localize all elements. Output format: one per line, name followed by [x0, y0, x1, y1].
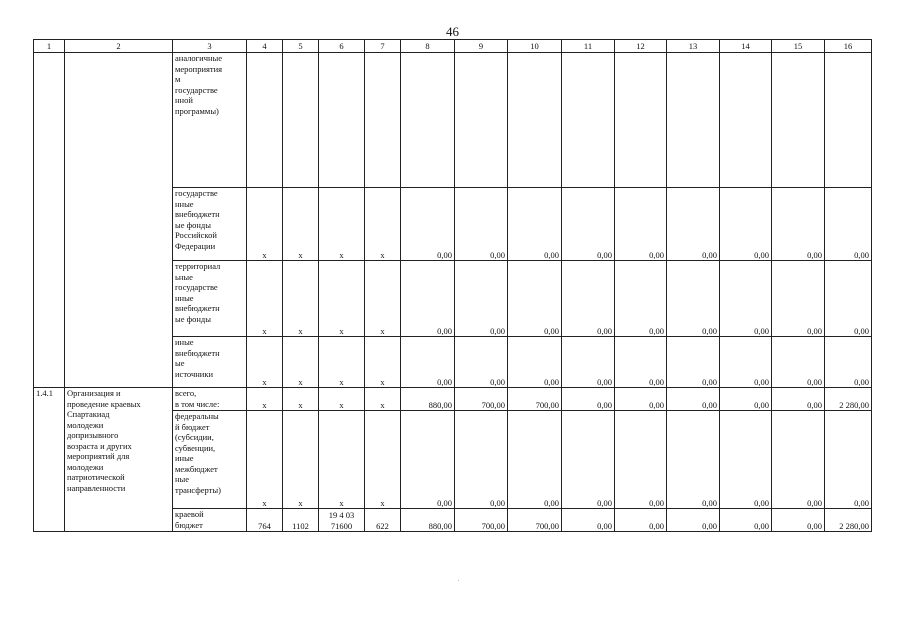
value-cell: 0,00: [455, 261, 508, 337]
value-cell: 0,00: [401, 411, 455, 509]
col-header: 4: [247, 40, 283, 53]
value-cell: 0,00: [720, 509, 772, 532]
value-cell: 700,00: [508, 388, 562, 411]
col-header: 6: [319, 40, 365, 53]
value-cell: 0,00: [562, 337, 615, 388]
value-cell: 2 280,00: [825, 509, 872, 532]
budget-table: [33, 39, 872, 532]
code-cell: x: [247, 388, 283, 411]
source-label: государстве нные внебюджетн ые фонды Российской Федерации: [173, 188, 247, 261]
page-number: 46: [446, 24, 459, 39]
code-cell: x: [247, 337, 283, 388]
code-cell: [365, 53, 401, 188]
col-header: 14: [720, 40, 772, 53]
source-label: краевой бюджет: [173, 509, 247, 532]
value-cell: 0,00: [667, 188, 720, 261]
code-cell: x: [283, 261, 319, 337]
value-cell: 0,00: [772, 188, 825, 261]
value-cell: 0,00: [825, 337, 872, 388]
source-label: аналогичные мероприятия м государстве нной программы): [173, 53, 247, 188]
value-cell: [615, 53, 667, 188]
source-label: иные внебюджетн ые источники: [173, 337, 247, 388]
value-cell: 0,00: [615, 388, 667, 411]
value-cell: [401, 53, 455, 188]
col-header: 15: [772, 40, 825, 53]
code-cell: x: [283, 337, 319, 388]
value-cell: 0,00: [615, 509, 667, 532]
value-cell: 2 280,00: [825, 388, 872, 411]
code-cell: 1102: [283, 509, 319, 532]
value-cell: 0,00: [508, 261, 562, 337]
value-cell: 0,00: [720, 411, 772, 509]
code-cell: x: [319, 388, 365, 411]
code-cell: [283, 53, 319, 188]
value-cell: 0,00: [720, 388, 772, 411]
code-cell: [247, 53, 283, 188]
code-cell: x: [283, 411, 319, 509]
code-cell: x: [319, 411, 365, 509]
code-cell: x: [283, 188, 319, 261]
value-cell: 700,00: [455, 509, 508, 532]
code-cell: 764: [247, 509, 283, 532]
col-header: 11: [562, 40, 615, 53]
value-cell: 0,00: [615, 188, 667, 261]
value-cell: 0,00: [667, 509, 720, 532]
col-header: 13: [667, 40, 720, 53]
event-code: 1.4.1: [34, 388, 65, 532]
value-cell: 0,00: [667, 261, 720, 337]
value-cell: 0,00: [562, 388, 615, 411]
value-cell: 0,00: [562, 411, 615, 509]
value-cell: 0,00: [562, 261, 615, 337]
value-cell: 0,00: [615, 411, 667, 509]
code-cell: x: [365, 388, 401, 411]
code-cell: x: [365, 411, 401, 509]
col-header: 10: [508, 40, 562, 53]
value-cell: 0,00: [772, 337, 825, 388]
value-cell: 0,00: [508, 337, 562, 388]
code-cell: x: [365, 337, 401, 388]
value-cell: 0,00: [455, 411, 508, 509]
code-cell: x: [283, 388, 319, 411]
value-cell: [667, 53, 720, 188]
col-header: 1: [34, 40, 65, 53]
col-header: 3: [173, 40, 247, 53]
col-header: 2: [65, 40, 173, 53]
value-cell: 0,00: [401, 188, 455, 261]
empty-cell: [65, 53, 173, 388]
value-cell: 0,00: [772, 411, 825, 509]
code-cell: x: [365, 261, 401, 337]
header-row: [34, 40, 872, 53]
value-cell: [508, 53, 562, 188]
value-cell: 0,00: [720, 188, 772, 261]
value-cell: 0,00: [720, 261, 772, 337]
value-cell: 0,00: [615, 261, 667, 337]
value-cell: 0,00: [825, 261, 872, 337]
value-cell: 0,00: [508, 188, 562, 261]
value-cell: [720, 53, 772, 188]
code-cell: x: [319, 337, 365, 388]
event-name: Организация и проведение краевых Спартакиад молодежи допризывного возраста и других мероприятий для молодежи патриотической направленности: [65, 388, 173, 532]
source-label: федеральны й бюджет (субсидии, субвенции, иные межбюджет ные трансферты): [173, 411, 247, 509]
value-cell: [772, 53, 825, 188]
code-cell: x: [319, 261, 365, 337]
value-cell: 0,00: [720, 337, 772, 388]
source-label: всего, в том числе:: [173, 388, 247, 411]
value-cell: 880,00: [401, 509, 455, 532]
value-cell: 0,00: [772, 261, 825, 337]
col-header: 7: [365, 40, 401, 53]
value-cell: 0,00: [615, 337, 667, 388]
value-cell: 0,00: [825, 188, 872, 261]
table-row: [34, 53, 872, 188]
value-cell: 0,00: [508, 411, 562, 509]
col-header: 12: [615, 40, 667, 53]
value-cell: 880,00: [401, 388, 455, 411]
value-cell: [825, 53, 872, 188]
col-header: 16: [825, 40, 872, 53]
value-cell: 0,00: [401, 337, 455, 388]
value-cell: 0,00: [455, 337, 508, 388]
source-label: территориал ьные государстве нные внебюджетн ые фонды: [173, 261, 247, 337]
col-header: 9: [455, 40, 508, 53]
value-cell: 0,00: [562, 188, 615, 261]
code-cell: x: [365, 188, 401, 261]
empty-cell: [34, 53, 65, 388]
value-cell: 0,00: [667, 411, 720, 509]
scan-speck: [458, 580, 459, 581]
value-cell: 0,00: [772, 388, 825, 411]
value-cell: 0,00: [562, 509, 615, 532]
value-cell: 700,00: [508, 509, 562, 532]
value-cell: 0,00: [825, 411, 872, 509]
value-cell: 0,00: [667, 388, 720, 411]
code-cell: x: [247, 261, 283, 337]
code-cell: 19 4 03 71600: [319, 509, 365, 532]
value-cell: 0,00: [401, 261, 455, 337]
table-row: [34, 388, 872, 411]
col-header: 5: [283, 40, 319, 53]
code-cell: x: [247, 411, 283, 509]
code-cell: x: [247, 188, 283, 261]
value-cell: [562, 53, 615, 188]
value-cell: 0,00: [455, 188, 508, 261]
value-cell: 0,00: [772, 509, 825, 532]
code-cell: 622: [365, 509, 401, 532]
code-cell: x: [319, 188, 365, 261]
value-cell: 700,00: [455, 388, 508, 411]
value-cell: [455, 53, 508, 188]
code-cell: [319, 53, 365, 188]
col-header: 8: [401, 40, 455, 53]
value-cell: 0,00: [667, 337, 720, 388]
